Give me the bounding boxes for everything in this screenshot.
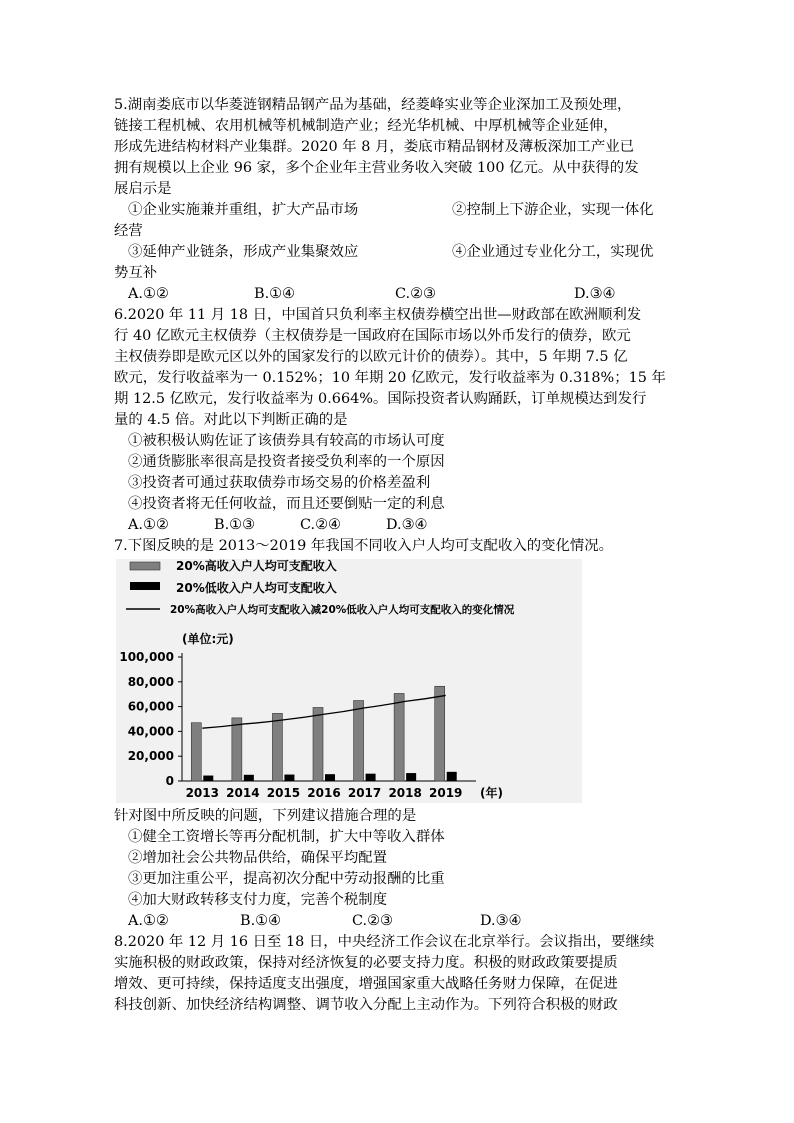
legend-swatch-low <box>130 582 160 590</box>
legend-label-diff: 20%高收入户人均可支配收入减20%低收入户人均可支配收入的变化情况 <box>170 604 515 616</box>
bar-low-income <box>244 775 254 781</box>
question-8 <box>114 932 690 1016</box>
q6-line: 欧元，发行收益率为一 0.152%；10 年期 20 亿欧元，发行收益率为 0.318%；15 年 <box>114 370 666 386</box>
legend-label-high: 20%高收入户人均可支配收入 <box>176 559 337 573</box>
y-tick-label: 80,000 <box>127 674 174 689</box>
q7-choices <box>114 911 690 932</box>
q5-choices <box>114 284 690 305</box>
chart-unit-label: (单位:元) <box>182 632 234 646</box>
bar-low-income <box>406 773 416 781</box>
q6-choice-b: B.①③ <box>214 517 255 533</box>
q5-line: 形成先进结构材料产业集群。2020 年 8 月，娄底市精品钢材及薄板深加工产业已 <box>114 139 635 155</box>
income-chart-svg <box>116 559 582 803</box>
q7-option: ④加大财政转移支付力度，完善个税制度 <box>128 892 388 908</box>
q6-choice-d: D.③④ <box>386 517 428 533</box>
q6-choices <box>114 515 690 536</box>
chart-legend <box>126 559 515 616</box>
bar-high-income <box>394 693 404 781</box>
bar-low-income <box>366 774 376 781</box>
bar-low-income <box>325 774 335 781</box>
y-tick-label: 40,000 <box>127 724 174 739</box>
question-6 <box>114 305 690 536</box>
q7-choice-d: D.③④ <box>480 913 522 929</box>
q6-line: 6.2020 年 11 月 18 日，中国首只负利率主权债券横空出世—财政部在欧洲顺利发 <box>114 307 642 323</box>
q5-choice-d: D.③④ <box>574 286 616 302</box>
q5-choice-c: C.②③ <box>395 286 436 302</box>
q5-line: 5.湖南娄底市以华菱涟钢精品钢产品为基础，经菱峰实业等企业深加工及预处理， <box>114 97 632 113</box>
question-5 <box>114 95 690 305</box>
q7-option: ②增加社会公共物品供给，确保平均配置 <box>128 850 388 866</box>
q5-option-3: ③延伸产业链条，形成产业集聚效应 <box>128 244 359 260</box>
q6-choice-c: C.②④ <box>300 517 341 533</box>
q6-option: ①被积极认购佐证了该债券具有较高的市场认可度 <box>128 433 445 449</box>
q5-choice-b: B.①④ <box>254 286 295 302</box>
x-tick-label: 2017 <box>347 786 382 800</box>
x-tick-label: 2014 <box>226 786 260 800</box>
q7-choice-b: B.①④ <box>240 913 281 929</box>
question-7 <box>114 536 690 932</box>
q6-line: 期 12.5 亿欧元，发行收益率为 0.664%。国际投资者认购踊跃，订单规模达到发行 <box>114 391 647 407</box>
bar-high-income <box>313 707 323 781</box>
q7-question: 针对图中所反映的问题，下列建议措施合理的是 <box>114 808 417 824</box>
q5-option-2-continued: 经营 <box>114 223 143 239</box>
bar-high-income <box>435 686 445 781</box>
q6-option: ④投资者将无任何收益，而且还要倒贴一定的利息 <box>128 496 445 512</box>
q7-option: ①健全工资增长等再分配机制，扩大中等收入群体 <box>128 829 445 845</box>
q5-option-4-continued: 势互补 <box>114 265 158 281</box>
q7-choice-a: A.①② <box>128 913 169 929</box>
bar-low-income <box>284 775 294 781</box>
q5-line: 展启示是 <box>114 181 172 197</box>
x-tick-label: 2016 <box>307 786 341 800</box>
q5-options-row-2 <box>114 242 690 263</box>
q5-line: 链接工程机械、农用机械等机械制造产业；经光华机械、中厚机械等企业延伸， <box>114 118 618 134</box>
document-page <box>114 95 690 1016</box>
bar-low-income <box>447 772 457 781</box>
bar-low-income <box>203 776 213 781</box>
y-tick-label: 0 <box>165 774 174 788</box>
q6-option: ②通货膨胀率很高是投资者接受负利率的一个原因 <box>128 454 445 470</box>
q8-line: 科技创新、加快经济结构调整、调节收入分配上主动作为。下列符合积极的财政 <box>114 997 618 1013</box>
q6-choice-a: A.①② <box>128 517 169 533</box>
q6-line: 主权债券即是欧元区以外的国家发行的以欧元计价的债券）。其中，5 年期 7.5 亿 <box>114 349 628 365</box>
q6-line: 行 40 亿欧元主权债券（主权债券是一国政府在国际市场以外币发行的债券，欧元 <box>114 328 631 344</box>
q5-options-row-1 <box>114 200 690 221</box>
q7-choice-c: C.②③ <box>352 913 393 929</box>
legend-swatch-high <box>130 562 160 570</box>
q5-option-2: ②控制上下游企业，实现一体化 <box>452 202 654 218</box>
q8-line: 增效、更可持续，保持适度支出强度，增强国家重大战略任务财力保障，在促进 <box>114 976 618 992</box>
q7-option: ③更加注重公平，提高初次分配中劳动报酬的比重 <box>128 871 445 887</box>
y-tick-label: 60,000 <box>127 699 174 714</box>
y-tick-label: 100,000 <box>119 650 174 664</box>
q6-line: 量的 4.5 倍。对此以下判断正确的是 <box>114 412 348 428</box>
q6-option: ③投资者可通过获取债券市场交易的价格差盈利 <box>128 475 431 491</box>
q5-option-1: ①企业实施兼并重组，扩大产品市场 <box>128 202 359 218</box>
q8-line: 8.2020 年 12 月 16 日至 18 日，中央经济工作会议在北京举行。会议指出，要继续 <box>114 934 655 950</box>
q8-line: 实施积极的财政政策，保持对经济恢复的必要支持力度。积极的财政政策要提质 <box>114 955 618 971</box>
x-axis-unit: (年) <box>480 786 503 800</box>
legend-label-low: 20%低收入户人均可支配收入 <box>176 581 337 595</box>
chart-plot-area <box>119 650 503 800</box>
bar-high-income <box>354 701 364 781</box>
x-tick-label: 2015 <box>266 786 301 800</box>
income-chart <box>116 559 582 803</box>
x-tick-label: 2013 <box>185 786 219 800</box>
q5-line: 拥有规模以上企业 96 家，多个企业年主营业务收入突破 100 亿元。从中获得的发 <box>114 160 639 176</box>
bar-high-income <box>191 723 201 781</box>
q5-option-4: ④企业通过专业化分工，实现优 <box>452 244 654 260</box>
q7-intro: 7.下图反映的是 2013～2019 年我国不同收入户人均可支配收入的变化情况。 <box>114 538 614 554</box>
bar-high-income <box>272 713 282 781</box>
y-tick-label: 20,000 <box>127 749 174 764</box>
bar-high-income <box>232 718 242 781</box>
x-tick-label: 2018 <box>388 786 422 800</box>
x-tick-label: 2019 <box>429 786 463 800</box>
q5-choice-a: A.①② <box>128 286 169 302</box>
